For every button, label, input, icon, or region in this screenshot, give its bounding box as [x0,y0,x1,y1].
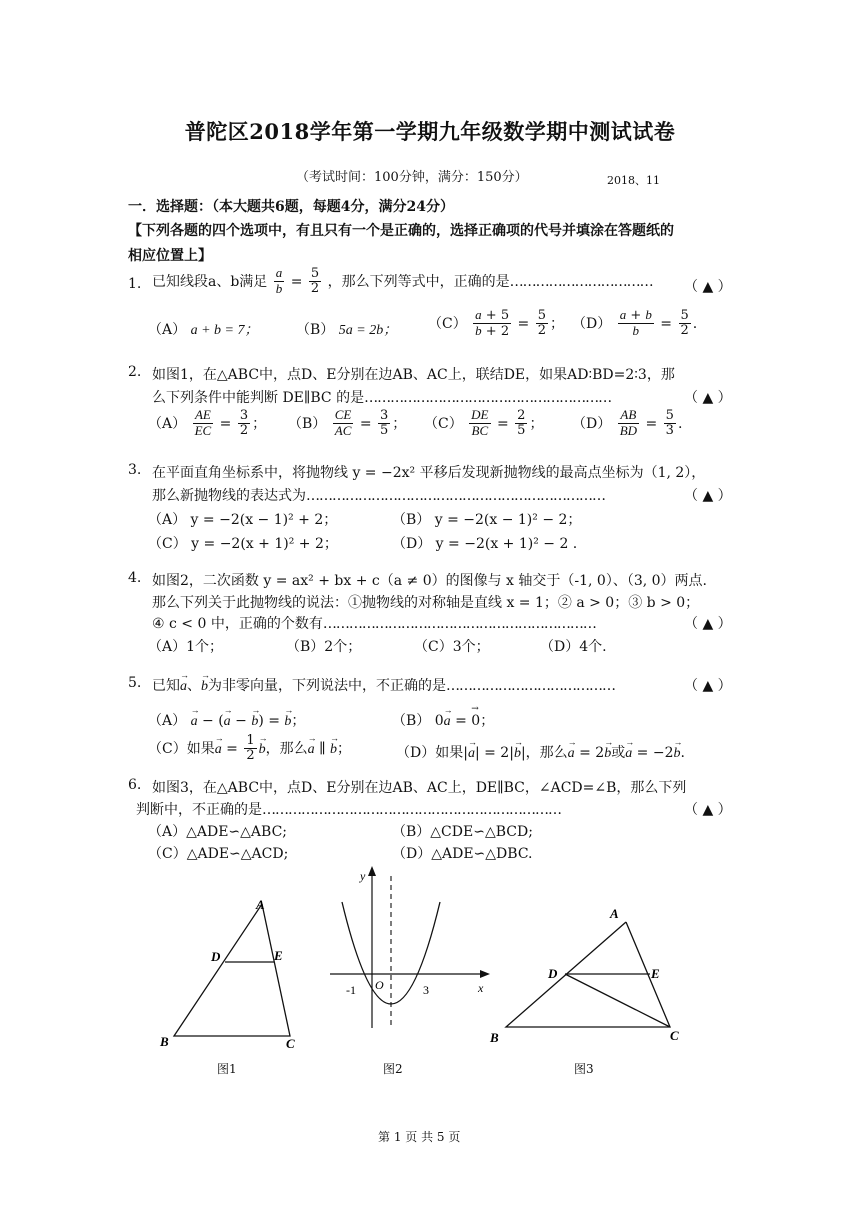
y-axis-arrow-icon [368,866,376,876]
label-b: B [160,1034,169,1049]
fraction-a-over-b: $\frac{a}{b}$ [275,265,283,297]
question-6-number: 6. [128,777,142,793]
question-3-option-a[interactable]: （A） y = −2(x − 1)² + 2； [148,512,338,528]
question-1-number: 1. [128,276,142,292]
label-neg-1: -1 [346,983,356,997]
label-origin: O [375,978,384,992]
figure-1-triangle [150,888,320,1058]
question-3-number: 3. [128,462,142,478]
label-e: E [651,966,660,981]
section-heading: 一．选择题：（本大题共6题，每题4分，满分24分） [128,199,454,215]
figure-3-triangle [484,900,688,1050]
question-6-option-c[interactable]: （C）△ADE∽△ACD; [148,846,289,862]
question-5-option-b[interactable]: （B） 0→ a = → 0； [392,710,494,730]
question-2-option-a[interactable]: （A） $\frac{AE}{EC}$ = $\frac{3}{2}$ ； [148,407,267,439]
label-c: C [286,1036,295,1051]
question-3-option-d[interactable]: （D） y = −2(x + 1)² − 2 . [392,536,578,552]
answer-mark-2: （ ▲ ） [684,390,732,406]
question-6-option-d[interactable]: （D）△ADE∽△DBC. [392,846,533,862]
question-2-option-c[interactable]: （C） $\frac{DE}{BC}$ = $\frac{2}{5}$ ； [424,407,544,439]
question-1-option-a[interactable]: （A） a + b = 7； [148,322,259,338]
answer-mark-1: （ ▲ ） [684,279,732,295]
label-e: E [274,948,283,963]
figure-3-caption: 图3 [574,1062,594,1076]
question-2-line-2: 么下列条件中能判断 DE∥BC 的是………………………………………………… [152,390,612,406]
question-2-line-1: 如图1，在△ABC中，点D、E分别在边AB、AC上，联结DE，如果AD∶BD=2∶3，那 [152,367,675,383]
question-2-number: 2. [128,364,142,380]
question-6-option-a[interactable]: （A）△ADE∽△ABC; [148,824,288,840]
question-5-option-c[interactable]: （C）如果→ a = $\frac{1}{2}$ → b，那么→ a ∥ → b； [148,734,351,764]
answer-mark-3: （ ▲ ） [684,488,732,504]
question-5-text: 已知→ a、→ b为非零向量，下列说法中，不正确的是………………………………… [152,675,615,695]
figure-2-parabola [320,862,496,1032]
instructions-line-1: 【下列各题的四个选项中，有且只有一个是正确的，选择正确项的代号并填涂在答题纸的 [128,223,674,239]
label-a: A [610,906,619,921]
label-a: A [256,897,265,912]
exam-info: （考试时间：100分钟，满分：150分） [296,170,528,185]
question-6-line-1: 如图3，在△ABC中，点D、E分别在边AB、AC上，DE∥BC，∠ACD=∠B，那么下列 [152,780,687,796]
question-5-option-a[interactable]: （A） → a − (→ a − → b) = → b； [148,710,305,730]
question-3-line-2: 那么新抛物线的表达式为…………………………………………………………… [152,488,605,504]
figure-2-caption: 图2 [383,1062,403,1076]
instructions-line-2: 相应位置上】 [128,248,212,264]
answer-mark-5: （ ▲ ） [684,678,732,694]
question-3-option-b[interactable]: （B） y = −2(x − 1)² − 2； [392,512,582,528]
question-4-number: 4. [128,570,142,586]
label-x: x [478,981,484,995]
label-d: D [211,949,221,964]
question-6-line-2: 判断中，不正确的是…………………………………………………………… [136,802,561,818]
exam-date: 2018、11 [607,174,660,187]
question-1-text: 已知线段a、b满足 $\frac{a}{b}$ = $\frac{5}{2}$ ，那么下列等式中，正确的是…………………………… [152,265,653,297]
question-6-option-b[interactable]: （B）△CDE∽△BCD; [392,824,533,840]
triangle-abc [174,904,290,1036]
question-4-option-d[interactable]: （D）4个. [540,639,607,655]
figure-1-caption: 图1 [217,1062,237,1076]
question-3-line-1: 在平面直角坐标系中，将抛物线 y = −2x² 平移后发现新抛物线的最高点坐标为（1, 2）， [152,465,706,481]
label-d: D [548,966,558,981]
question-2-option-b[interactable]: （B） $\frac{CE}{AC}$ = $\frac{3}{5}$ ； [288,407,407,439]
answer-mark-6: （ ▲ ） [684,802,732,818]
label-3: 3 [423,983,429,997]
segment-dc [565,974,670,1027]
question-4-line-3: ④ c < 0 中，正确的个数有……………………………………………………… [152,616,596,632]
question-1-option-d[interactable]: （D） $\frac{a + b}{b}$ = $\frac{5}{2}$ . [572,307,698,339]
question-1-option-b[interactable]: （B） 5a = 2b； [296,322,398,338]
page-title: 普陀区2018学年第一学期九年级数学期中测试试卷 [184,119,676,144]
label-y: y [360,869,366,883]
question-5-option-d[interactable]: （D）如果|→ a| = 2|→ b|，那么→ a = 2→ b或→ a = −2→ b. [396,742,685,762]
question-4-option-b[interactable]: （B）2个； [286,639,362,655]
page-footer: 第 1 页 共 5 页 [378,1130,461,1144]
question-4-line-1: 如图2，二次函数 y = ax² + bx + c（a ≠ 0）的图像与 x 轴交于（-1, 0）、（3, 0）两点. [152,573,708,589]
question-1-option-c[interactable]: （C） $\frac{a + 5}{b + 2}$ = $\frac{5}{2}$ ； [428,307,565,340]
label-b: B [490,1030,499,1045]
question-4-option-c[interactable]: （C）3个； [414,639,490,655]
answer-mark-4: （ ▲ ） [684,616,732,632]
fraction-5-over-2: $\frac{5}{2}$ [310,266,320,297]
question-5-number: 5. [128,675,142,691]
question-4-line-2: 那么下列关于此抛物线的说法：①抛物线的对称轴是直线 x = 1；② a > 0；③ b > 0； [152,595,700,611]
question-4-option-a[interactable]: （A）1个； [148,639,224,655]
question-3-option-c[interactable]: （C） y = −2(x + 1)² + 2； [148,536,338,552]
label-c: C [670,1028,679,1043]
question-2-option-d[interactable]: （D） $\frac{AB}{BD}$ = $\frac{5}{3}$ . [572,407,683,439]
